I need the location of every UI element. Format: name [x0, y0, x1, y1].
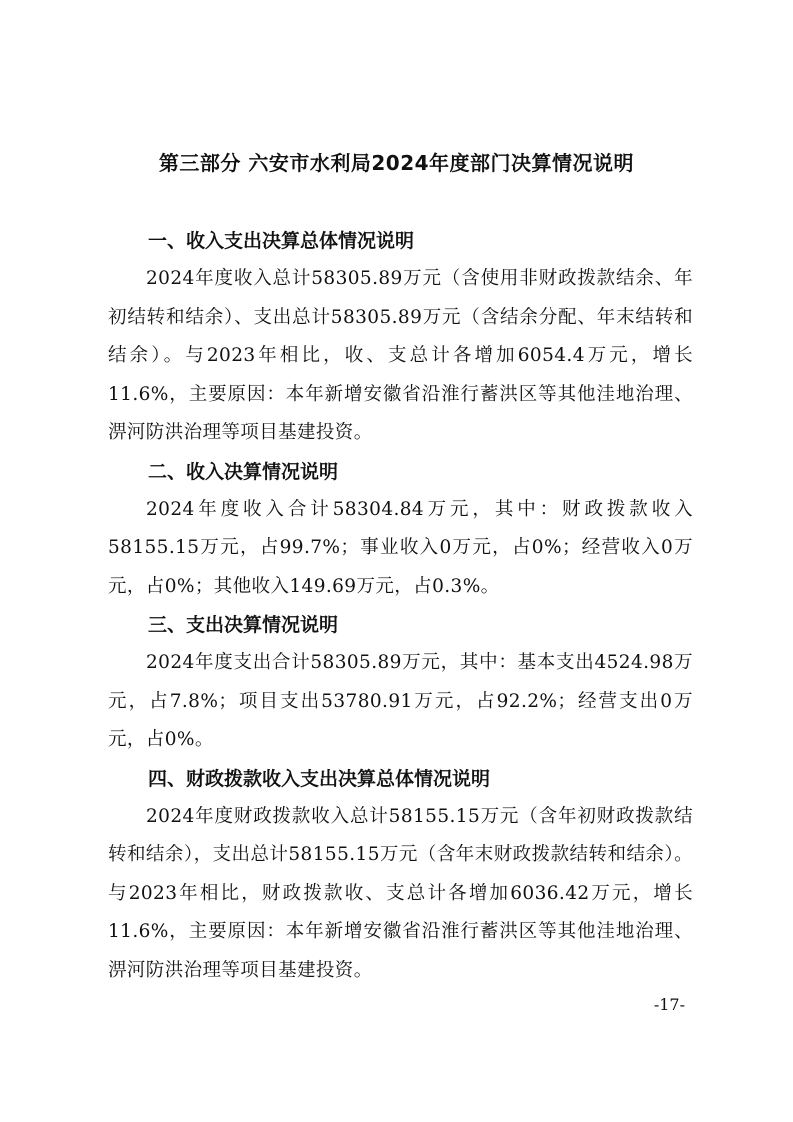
section-heading-income: 二、收入决算情况说明	[148, 460, 339, 483]
section-heading-fiscal-appropriation: 四、财政拨款收入支出决算总体情况说明	[148, 767, 491, 790]
page-title: 第三部分 六安市水利局2024年度部门决算情况说明	[158, 151, 635, 175]
section-text-fiscal-appropriation: 2024年度财政拨款收入总计58155.15万元（含年初财政拨款结转和结余），支出总计58155.15万元（含年末财政拨款结转和结余）。与2023年相比，财政拨款收、支总计各增加6036.42万元，增长11.6%，主要原因：本年新增安徽省沿淮行蓄洪区等其他洼地治理、淠河防洪治理等项目基建投资。	[108, 805, 693, 981]
document-body	[108, 222, 693, 990]
section-heading-expense: 三、支出决算情况说明	[148, 614, 339, 636]
section-heading-income-expense-overview: 一、收入支出决算总体情况说明	[148, 230, 415, 252]
section-text-income: 2024年度收入合计58304.84万元，其中：财政拨款收入58155.15万元，占99.7%；事业收入0万元，占0%；经营收入0万元，占0%；其他收入149.69万元，占0.3%。	[108, 498, 693, 597]
section-text-income-expense-overview: 2024年度收入总计58305.89万元（含使用非财政拨款结余、年初结转和结余）、支出总计58305.89万元（含结余分配、年末结转和结余）。与2023年相比，收、支总计各增加6054.4万元，增长11.6%，主要原因：本年新增安徽省沿淮行蓄洪区等其他洼地治理、淠河防洪治理等项目基建投资。	[108, 268, 693, 443]
section-text-expense: 2024年度支出合计58305.89万元，其中：基本支出4524.98万元，占7.8%；项目支出53780.91万元，占92.2%；经营支出0万元，占0%。	[108, 652, 693, 750]
page-number: -17-	[653, 995, 685, 1014]
